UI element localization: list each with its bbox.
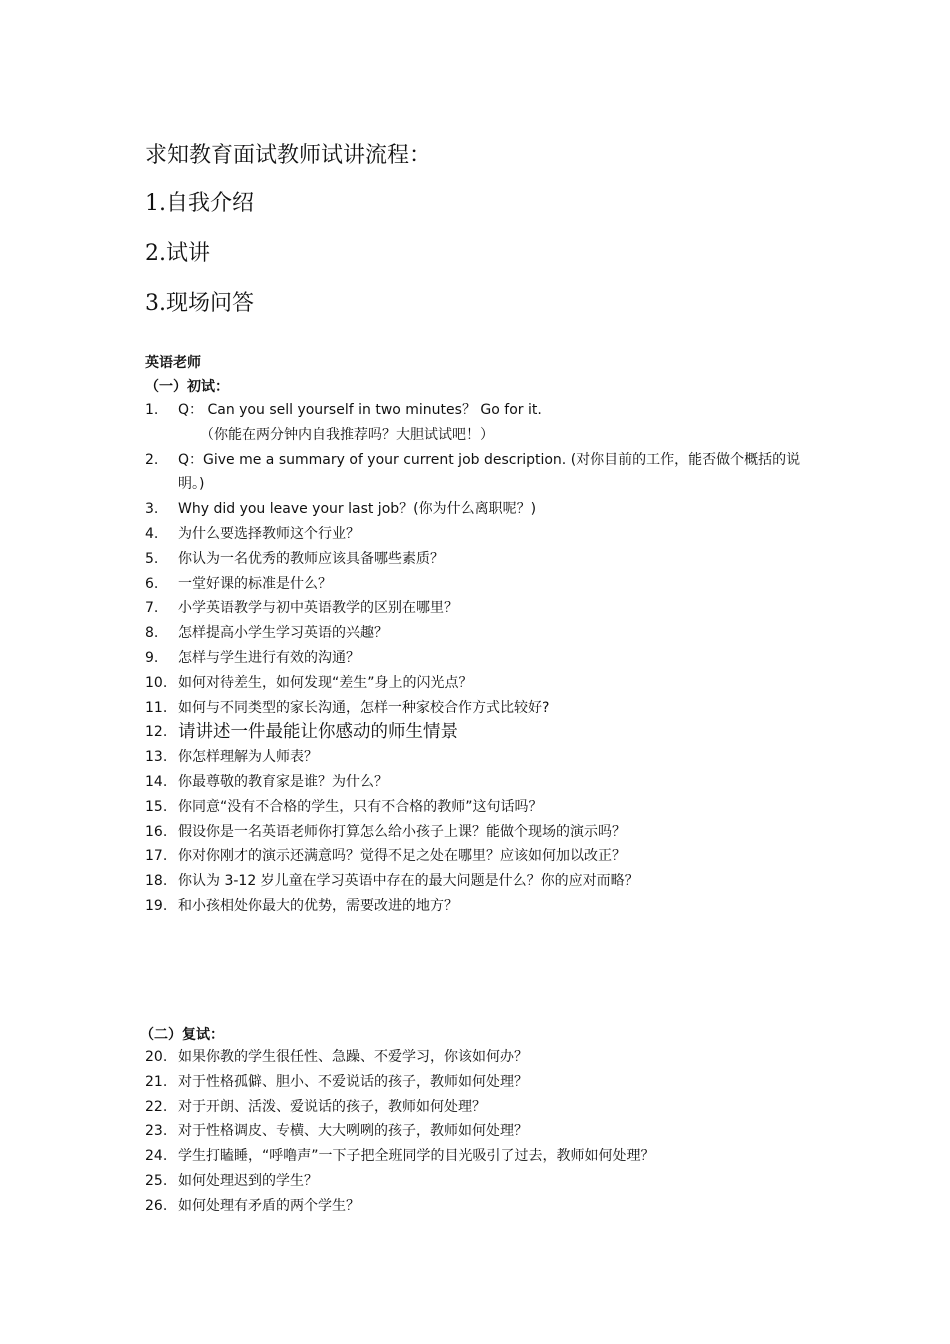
question-number: 21. <box>145 1073 168 1090</box>
question-item <box>145 894 815 919</box>
question-item <box>145 770 815 795</box>
question-item <box>145 820 815 845</box>
question-text: 如何处理迟到的学生？ <box>178 1172 318 1189</box>
section-title: 英语老师 <box>145 355 201 371</box>
question-number: 25. <box>145 1172 168 1189</box>
question-number: 7. <box>145 600 159 617</box>
step-2: 2.试讲 <box>145 241 210 266</box>
question-text: Q：Give me a summary of your current job description. (对你目前的工作，能否做个概括的说明。) <box>178 451 801 493</box>
question-text: 学生打瞌睡，“呼噜声”一下子把全班同学的目光吸引了过去，教师如何处理？ <box>178 1148 655 1165</box>
question-item <box>145 522 815 547</box>
question-text: 对于性格调皮、专横、大大咧咧的孩子，教师如何处理？ <box>178 1123 528 1140</box>
question-text: 如何与不同类型的家长沟通，怎样一种家校合作方式比较好? <box>178 699 550 716</box>
question-item <box>145 448 815 498</box>
question-number: 15. <box>145 798 168 815</box>
question-translation: （你能在两分钟内自我推荐吗？大胆试试吧！） <box>200 426 494 443</box>
question-item <box>145 720 815 745</box>
question-number: 6. <box>145 575 159 592</box>
question-text: 怎样与学生进行有效的沟通？ <box>178 649 360 666</box>
question-number: 10. <box>145 674 168 691</box>
question-text: 对于开朗、活泼、爱说话的孩子，教师如何处理？ <box>178 1098 486 1115</box>
question-number: 8. <box>145 625 159 642</box>
second-round-question-list <box>145 1045 815 1219</box>
question-number: 20. <box>145 1049 168 1065</box>
question-item <box>145 1070 815 1095</box>
question-text: 你最尊敬的教育家是谁？为什么？ <box>178 773 388 790</box>
question-number: 19. <box>145 897 168 914</box>
question-text: 你认为一名优秀的教师应该具备哪些素质？ <box>178 550 444 567</box>
question-number: 3. <box>145 501 159 518</box>
question-text: 你对你刚才的演示还满意吗？觉得不足之处在哪里？应该如何加以改正？ <box>178 848 626 865</box>
question-item <box>145 646 815 671</box>
question-text: 如何对待差生，如何发现“差生”身上的闪光点？ <box>178 674 473 691</box>
question-number: 13. <box>145 749 168 766</box>
question-number: 22. <box>145 1098 168 1115</box>
question-text: 对于性格孤僻、胆小、不爱说话的孩子，教师如何处理？ <box>178 1073 528 1090</box>
question-item <box>145 596 815 621</box>
question-number: 9. <box>145 649 159 666</box>
question-item <box>145 547 815 572</box>
question-number: 11. <box>145 699 168 716</box>
question-number: 16. <box>145 823 168 840</box>
question-number: 5. <box>145 550 159 567</box>
question-number: 24. <box>145 1148 168 1165</box>
question-text: 和小孩相处你最大的优势，需要改进的地方？ <box>178 897 458 914</box>
question-text: 如何处理有矛盾的两个学生？ <box>178 1197 360 1214</box>
question-item <box>145 1144 815 1169</box>
question-number: 4. <box>145 525 159 542</box>
question-text: 假设你是一名英语老师你打算怎么给小孩子上课？能做个现场的演示吗？ <box>178 823 626 840</box>
question-item <box>145 795 815 820</box>
step-3: 3.现场问答 <box>145 291 254 316</box>
question-number: 23. <box>145 1123 168 1140</box>
question-item <box>145 572 815 597</box>
question-number: 26. <box>145 1197 168 1214</box>
question-number: 12. <box>145 724 168 741</box>
question-text: 小学英语教学与初中英语教学的区别在哪里？ <box>178 600 458 617</box>
question-number: 17. <box>145 848 168 865</box>
question-item <box>145 869 815 894</box>
question-number: 2. <box>145 451 159 468</box>
question-text: 如果你教的学生很任性、急躁、不爱学习，你该如何办？ <box>178 1049 528 1065</box>
question-item <box>145 398 815 448</box>
question-item <box>145 696 815 721</box>
question-text: Why did you leave your last job？(你为什么离职呢？) <box>178 501 537 518</box>
second-round-heading: （二）复试： <box>140 1027 224 1043</box>
question-item <box>145 497 815 522</box>
question-item <box>145 1045 815 1070</box>
question-number: 1. <box>145 402 159 418</box>
question-text: 你怎样理解为人师表？ <box>178 749 318 766</box>
first-round-heading: （一）初试： <box>145 379 229 395</box>
question-item <box>145 1194 815 1219</box>
question-item <box>145 621 815 646</box>
question-item <box>145 671 815 696</box>
first-round-question-list <box>145 398 815 919</box>
question-text: 请讲述一件最能让你感动的师生情景 <box>178 722 458 743</box>
question-item <box>145 844 815 869</box>
question-text: 为什么要选择教师这个行业？ <box>178 525 360 542</box>
document-title: 求知教育面试教师试讲流程： <box>145 143 432 168</box>
question-number: 18. <box>145 873 168 890</box>
step-1: 1.自我介绍 <box>145 191 254 216</box>
question-item <box>145 1119 815 1144</box>
question-text: 你同意“没有不合格的学生，只有不合格的教师”这句话吗？ <box>178 798 543 815</box>
question-item <box>145 1169 815 1194</box>
question-text: Q： Can you sell yourself in two minutes？ Go for it. <box>178 402 542 418</box>
question-text: 一堂好课的标准是什么？ <box>178 575 332 592</box>
question-item <box>145 1095 815 1120</box>
question-text: 怎样提高小学生学习英语的兴趣？ <box>178 625 388 642</box>
question-item <box>145 745 815 770</box>
question-number: 14. <box>145 773 168 790</box>
question-text: 你认为 3-12 岁儿童在学习英语中存在的最大问题是什么？你的应对而略？ <box>178 873 639 890</box>
